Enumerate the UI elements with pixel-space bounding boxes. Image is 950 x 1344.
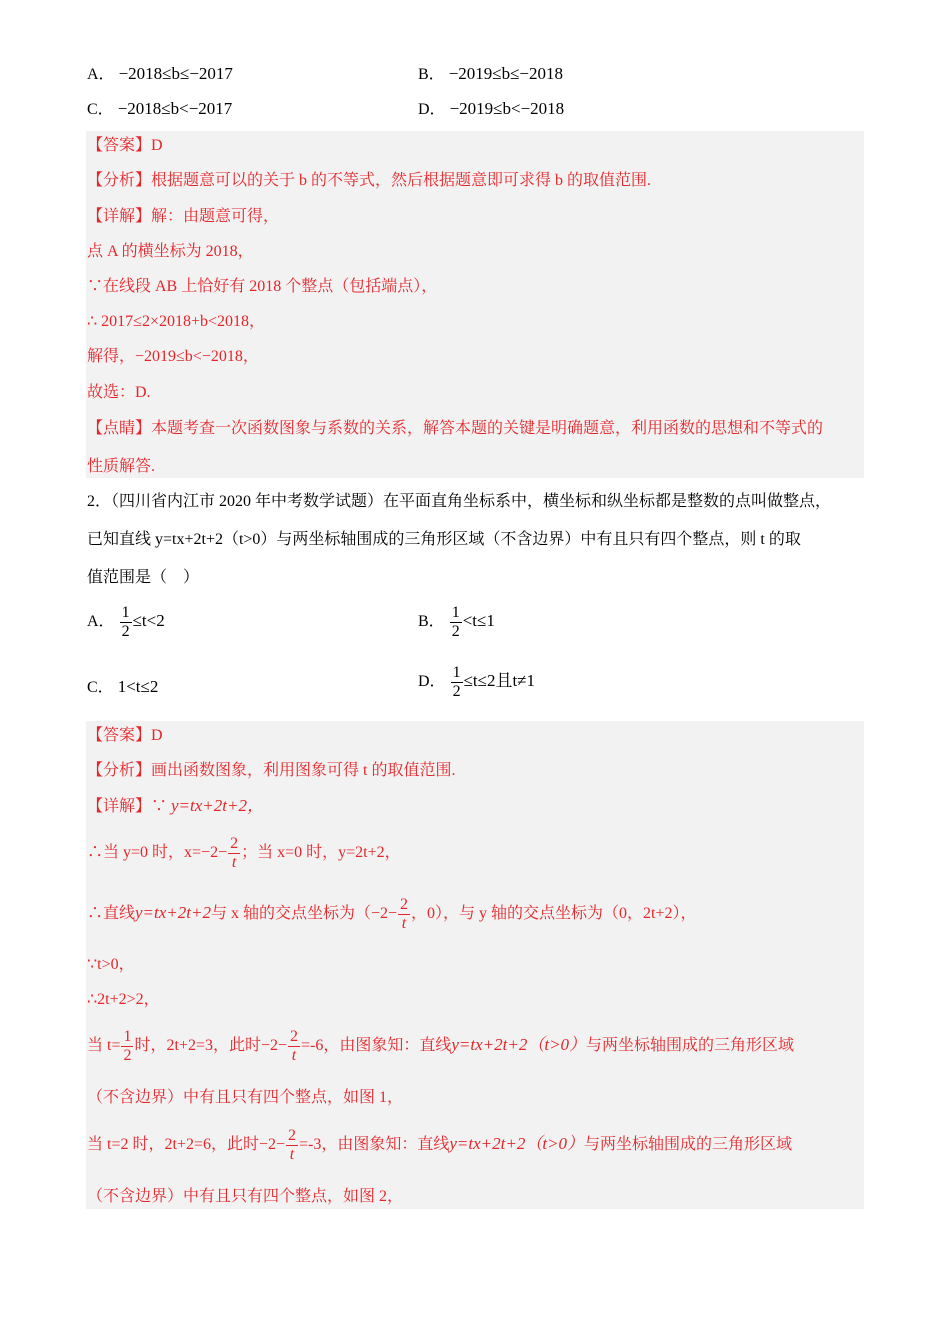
fraction: $\frac{2}{t}$ <box>400 895 409 932</box>
step-text: 与 x 轴的交点坐标为（−2− <box>210 905 398 922</box>
q1-option-b <box>418 64 563 85</box>
equation: y=tx+2t+2 <box>135 903 211 922</box>
q2-step-intercepts <box>87 834 401 872</box>
q2-step-case1 <box>87 1026 794 1065</box>
q2-stem-line: 值范围是（ ） <box>87 569 200 586</box>
q2-option-b <box>418 604 495 641</box>
option-label: D． <box>418 673 446 691</box>
q1-answer: 【答案】D <box>87 137 163 154</box>
step-text: 与两坐标轴围成的三角形区域 <box>584 1136 793 1153</box>
option-text: <t≤1 <box>462 611 495 631</box>
q2-answer: 【答案】D <box>87 727 163 744</box>
option-label: C． <box>87 679 114 696</box>
step-text: 当 t= <box>87 1037 121 1054</box>
q1-comment: 【点睛】本题考查一次函数图象与系数的关系，解答本题的关键是明确题意，利用函数的思想和不等式的 <box>87 420 824 437</box>
fraction: $\frac{2}{t}$ <box>288 1126 297 1163</box>
q2-stem-line: 2．（四川省内江市 2020 年中考数学试题）在平面直角坐标系中，横坐标和纵坐标都是整数的点叫做整点， <box>87 493 832 510</box>
step-text: ，0），与 y 轴的交点坐标为（0，2t+2）， <box>411 905 697 922</box>
option-text: −2019≤b≤−2018 <box>448 64 564 83</box>
q1-option-a <box>87 64 233 85</box>
step-text: =-3，由图象知：直线 <box>299 1136 450 1153</box>
equation: y=tx+2t+2（t>0） <box>449 1134 585 1153</box>
q1-step: ∴ 2017≤2×2018+b<2018， <box>87 313 266 330</box>
q2-step: ∵t>0， <box>87 956 135 973</box>
q1-analysis: 【分析】根据题意可以的关于 b 的不等式，然后根据题意即可求得 b 的取值范围. <box>87 172 652 189</box>
q1-option-c <box>87 99 232 120</box>
fraction: $\frac{2}{t}$ <box>290 1027 299 1064</box>
q1-step: ∵在线段 AB 上恰好有 2018 个整点（包括端点）， <box>87 278 438 295</box>
q2-detail <box>87 796 264 817</box>
q2-step: （不含边界）中有且只有四个整点，如图 1， <box>87 1089 404 1106</box>
q2-option-a <box>87 604 165 641</box>
q2-option-c <box>87 677 158 698</box>
q1-conclusion: 故选：D. <box>87 384 151 401</box>
option-label: B． <box>418 613 445 631</box>
step-text: ∴当 y=0 时，x=−2− <box>87 844 228 861</box>
q1-step: 解得，−2019≤b<−2018， <box>87 348 259 365</box>
option-text: −2018≤b<−2017 <box>117 99 233 118</box>
option-label: D． <box>418 101 446 118</box>
step-text: =-6，由图象知：直线 <box>301 1037 452 1054</box>
q2-step-case2 <box>87 1125 792 1164</box>
q2-stem-line: 已知直线 y=tx+2t+2（t>0）与两坐标轴围成的三角形区域（不含边界）中有且只有四个整点，则 t 的取 <box>87 531 801 548</box>
q1-step: 点 A 的横坐标为 2018， <box>87 243 254 260</box>
q2-step: ∴2t+2>2， <box>87 991 160 1008</box>
step-text: 时，2t+2=3，此时−2− <box>134 1037 288 1054</box>
fraction: $\frac{1}{2}$ <box>123 1027 132 1064</box>
fraction: $\frac{1}{2}$ <box>452 664 461 700</box>
option-label: C． <box>87 101 114 118</box>
option-text: 1<t≤2 <box>117 677 159 696</box>
equation: y=tx+2t+2， <box>171 796 264 815</box>
q1-detail: 【详解】解：由题意可得， <box>87 208 280 225</box>
equation: y=tx+2t+2（t>0） <box>451 1035 587 1054</box>
q2-step: （不含边界）中有且只有四个整点，如图 2， <box>87 1188 404 1205</box>
q2-option-d <box>418 664 535 701</box>
q1-option-d <box>418 99 564 120</box>
detail-label: 【详解】∵ <box>87 798 168 815</box>
option-label: B． <box>418 66 445 83</box>
fraction: $\frac{1}{2}$ <box>451 604 460 640</box>
q2-step-coords <box>87 894 697 933</box>
q2-analysis: 【分析】画出函数图象，利用图象可得 t 的取值范围. <box>87 762 456 779</box>
option-text: −2018≤b≤−2017 <box>118 64 233 83</box>
q1-comment-cont: 性质解答. <box>87 458 156 475</box>
option-label: A． <box>87 66 115 83</box>
step-text: 与两坐标轴围成的三角形区域 <box>586 1037 795 1054</box>
fraction: $\frac{2}{t}$ <box>230 834 239 871</box>
option-text: −2019≤b<−2018 <box>449 99 565 118</box>
step-text: ；当 x=0 时，y=2t+2， <box>241 844 401 861</box>
step-text: ∴直线 <box>87 905 136 922</box>
option-text: ≤t<2 <box>132 611 165 631</box>
option-label: A． <box>87 613 115 631</box>
fraction: $\frac{1}{2}$ <box>121 604 130 640</box>
option-text: ≤t≤2且t≠1 <box>463 671 535 691</box>
step-text: 当 t=2 时，2t+2=6，此时−2− <box>87 1136 286 1153</box>
